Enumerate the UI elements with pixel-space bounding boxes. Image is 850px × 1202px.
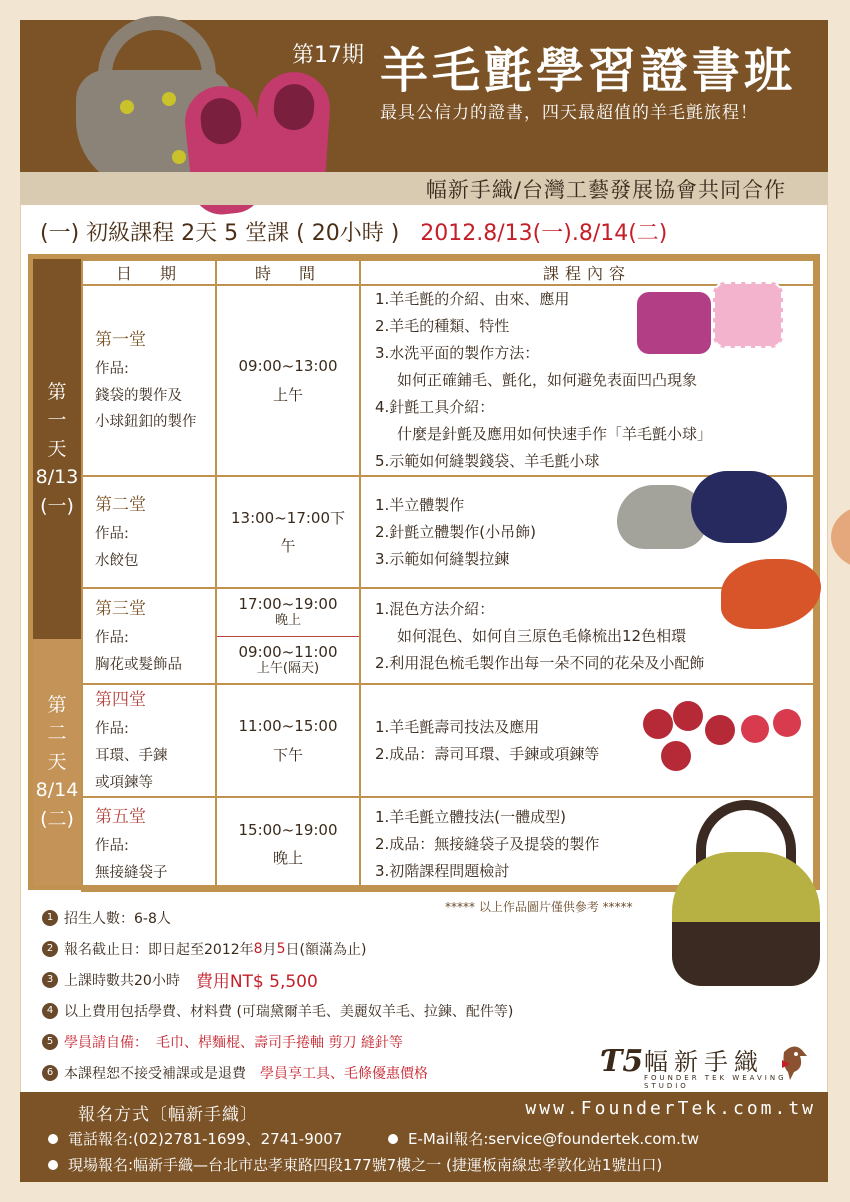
- felt-tote-bag-illustration: [672, 800, 820, 990]
- felt-coin-purse-illustration: [691, 471, 787, 543]
- note-item: 2 報名截止日：即日起至2012年 8 月 5 日(額滿為止): [42, 933, 513, 964]
- felt-dot: [162, 92, 176, 106]
- partner-band: [20, 172, 828, 205]
- felt-dot: [172, 150, 186, 164]
- time-period: 午: [280, 537, 296, 555]
- time-range: 11:00~15:00: [238, 717, 338, 736]
- reference-note: ***** 以上作品圖片僅供參考 *****: [445, 900, 633, 914]
- day-one-label: 第 一 天 8/13 (一): [33, 259, 81, 639]
- work-item: 胸花或髮飾品: [95, 656, 182, 673]
- content-line: 如何混色、如何自三原色毛條梳出12色相環: [397, 626, 687, 645]
- bird-icon: [780, 1042, 808, 1082]
- time-cell: [216, 684, 360, 797]
- header-banner: [20, 20, 828, 205]
- time-cell: [216, 285, 360, 476]
- time-range: 15:00~19:00: [238, 820, 338, 839]
- lesson-cell: [82, 797, 216, 891]
- table-row: [82, 285, 814, 476]
- number-badge: 2: [42, 941, 58, 957]
- time-cell: [216, 476, 360, 588]
- work-label: 作品:: [95, 721, 129, 737]
- content-line: 3.初階課程問題檢討: [375, 861, 510, 880]
- logo-name: 幅新手織: [644, 1048, 764, 1076]
- note-item: 4 以上費用包括學費、材料費 (可瑞黛爾羊毛、美麗奴羊毛、拉鍊、配件等): [42, 995, 513, 1026]
- deadline-day: 5: [276, 940, 286, 957]
- lesson-cell: [82, 588, 216, 684]
- lesson-cell: [82, 476, 216, 588]
- schedule-table: [28, 254, 820, 890]
- course-dates: 2012.8/13(一).8/14(二): [420, 221, 668, 246]
- lesson-cell: [82, 285, 216, 476]
- note-item: 5 學員請自備： 毛巾、桿麵棍、壽司手捲軸 剪刀 縫針等: [42, 1026, 513, 1057]
- content-line: 如何正確鋪毛、氈化，如何避免表面凹凸現象: [397, 371, 698, 389]
- note-item: 6 本課程恕不接受補課或是退費 學員享工具、毛條優惠價格: [42, 1057, 513, 1088]
- felt-earring-illustration: [741, 715, 769, 743]
- time-period: 晚上: [274, 613, 301, 629]
- content-line: 1.半立體製作: [375, 495, 465, 514]
- work-label: 作品:: [95, 629, 129, 646]
- page-subtitle: 最具公信力的證書，四天最超值的羊毛氈旅程！: [380, 103, 758, 123]
- content-line: 1.羊毛氈的介紹、由來、應用: [375, 290, 570, 308]
- studio-logo: [600, 1042, 810, 1088]
- content-line: 2.成品：壽司耳環、手鍊或項鍊等: [375, 744, 600, 763]
- partner-text: 幅新手織/台灣工藝發展協會共同合作: [425, 178, 786, 202]
- felt-pouch-illustration: [713, 282, 783, 348]
- lesson-title: 第二堂: [95, 494, 146, 515]
- felt-bead-illustration: [661, 741, 691, 771]
- notes-list: [42, 902, 513, 1088]
- number-badge: 1: [42, 910, 58, 926]
- time-cell: [216, 797, 360, 891]
- content-line: 1.混色方法介紹：: [375, 599, 495, 618]
- note-item: 1 招生人數：6-8人: [42, 902, 513, 933]
- felt-flower-illustration: [831, 505, 850, 569]
- time-divider: [217, 636, 359, 637]
- content-line: 2.針氈立體製作(小吊飾): [375, 522, 537, 541]
- email-registration[interactable]: E-Mail報名:service@foundertek.com.tw: [388, 1128, 699, 1149]
- bullet-icon: [388, 1134, 398, 1144]
- felt-dot: [120, 100, 134, 114]
- table-row: [82, 684, 814, 797]
- content-cell: [360, 684, 814, 797]
- work-label: 作品:: [95, 525, 129, 542]
- time-range: 09:00~11:00: [238, 642, 338, 661]
- work-item: 水餃包: [95, 552, 139, 569]
- content-line: 2.羊毛的種類、特性: [375, 317, 510, 335]
- work-item: 錢袋的製作及: [95, 387, 182, 404]
- content-line: 2.利用混色梳毛製作出每一朵不同的花朵及小配飾: [375, 653, 705, 672]
- content-line: 3.水洗平面的製作方法：: [375, 344, 540, 362]
- felt-bead-illustration: [705, 715, 735, 745]
- work-item: 無接縫袋子: [95, 864, 168, 881]
- table-row: [82, 476, 814, 588]
- header-date: 日 期: [82, 260, 216, 285]
- logo-mark: Ƭ5: [600, 1044, 644, 1079]
- phone-registration: 電話報名:(02)2781-1699、2741-9007: [48, 1128, 342, 1149]
- footer-banner: [20, 1092, 828, 1182]
- table-row: [82, 588, 814, 684]
- content-line: 4.針氈工具介紹：: [375, 398, 495, 416]
- course-fee: 費用NT$ 5,500: [195, 972, 318, 992]
- note-item: 3 上課時數共20小時 費用NT$ 5,500: [42, 964, 513, 995]
- website-link[interactable]: www.FounderTek.com.tw: [525, 1098, 816, 1119]
- header-time: 時 間: [216, 260, 360, 285]
- work-item: 耳環、手鍊: [95, 747, 168, 764]
- work-label: 作品:: [95, 360, 129, 377]
- content-line: 1.羊毛氈立體技法(一體成型): [375, 807, 567, 826]
- content-line: 3.示範如何縫製拉鍊: [375, 549, 510, 568]
- table-header-row: [82, 260, 814, 285]
- tote-body: [672, 852, 820, 986]
- logo-english: FOUNDER TEK WEAVING STUDIO: [644, 1074, 787, 1090]
- course-label: (一) 初級課程 2天 5 堂課 ( 20小時 ): [40, 221, 400, 246]
- work-item: 小球鈕釦的製作: [95, 414, 197, 431]
- time-period: 下午: [272, 745, 303, 764]
- felt-pouch-illustration: [637, 292, 711, 354]
- deadline-month: 8: [253, 940, 263, 957]
- header-content: 課程內容: [360, 260, 814, 285]
- felt-bead-illustration: [643, 709, 673, 739]
- lesson-title: 第五堂: [95, 807, 146, 828]
- bullet-icon: [48, 1160, 58, 1170]
- time-range: 13:00~17:00下: [230, 508, 346, 527]
- content-line: 5.示範如何縫製錢袋、羊毛氈小球: [375, 452, 600, 470]
- content-cell: [360, 588, 814, 684]
- bullet-icon: [48, 1134, 58, 1144]
- felt-earring-illustration: [773, 709, 801, 737]
- time-range: 17:00~19:00: [238, 594, 338, 613]
- number-badge: 3: [42, 972, 58, 988]
- schedule-grid: [81, 259, 815, 892]
- onsite-registration: 現場報名:幅新手織—台北市忠孝東路四段177號7樓之一 (捷運板南線忠孝敦化站1號出口): [48, 1154, 662, 1175]
- registration-method: 報名方式〔幅新手織〕: [78, 1105, 258, 1125]
- number-badge: 4: [42, 1003, 58, 1019]
- lesson-title: 第三堂: [95, 598, 146, 619]
- number-badge: 6: [42, 1065, 58, 1081]
- time-cell: [216, 588, 360, 684]
- edition-label: 第17期: [292, 43, 364, 68]
- page-title: 羊毛氈學習證書班: [380, 43, 797, 99]
- content-line: 2.成品：無接縫袋子及提袋的製作: [375, 834, 600, 853]
- work-item: 或項鍊等: [95, 774, 153, 791]
- time-period: 晚上: [272, 849, 303, 868]
- day-two-label: 第 二 天 8/14 (二): [33, 639, 81, 885]
- lesson-title: 第一堂: [95, 329, 146, 350]
- content-cell: [360, 285, 814, 476]
- tote-band: [672, 922, 820, 986]
- number-badge: 5: [42, 1034, 58, 1050]
- work-label: 作品:: [95, 838, 129, 855]
- content-line: 什麼是針氈及應用如何快速手作「羊毛氈小球」: [397, 425, 713, 443]
- content-line: 1.羊毛氈壽司技法及應用: [375, 717, 540, 736]
- course-heading: [40, 216, 667, 247]
- lesson-title: 第四堂: [95, 690, 146, 710]
- felt-bead-illustration: [673, 701, 703, 731]
- lesson-cell: [82, 684, 216, 797]
- time-range: 09:00~13:00: [238, 357, 338, 375]
- time-period: 上午(隔天): [256, 661, 320, 677]
- time-period: 上午: [272, 385, 303, 404]
